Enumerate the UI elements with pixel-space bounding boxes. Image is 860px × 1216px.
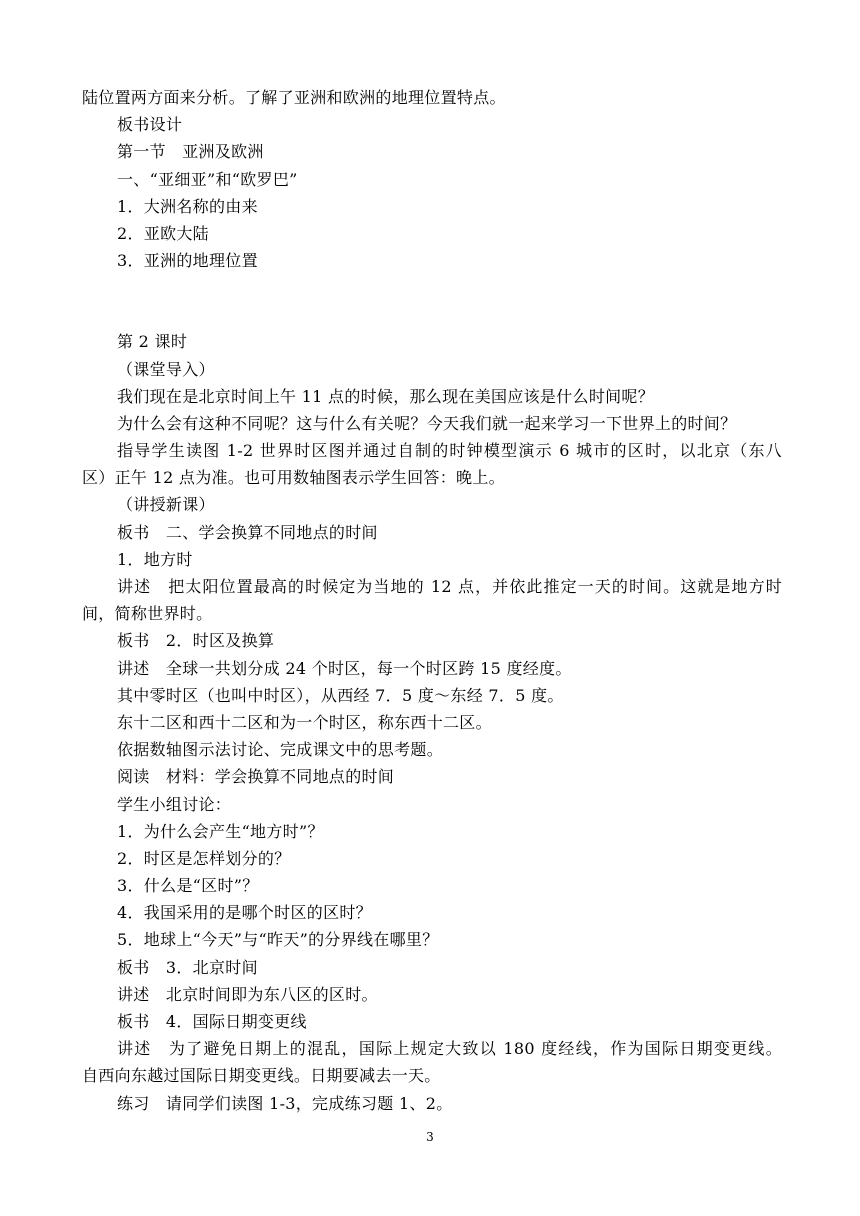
board-item: 板书 2．时区及换算 <box>117 631 275 651</box>
outline-item: 一、“亚细亚”和“欧罗巴” <box>117 169 298 189</box>
paragraph: 东十二区和西十二区和为一个时区，称东西十二区。 <box>117 712 492 732</box>
paragraph-continuation: 区）正午 12 点为准。也可用数轴图表示学生回答：晚上。 <box>82 468 505 488</box>
exercise-item: 练习 请同学们读图 1-3，完成练习题 1、2。 <box>117 1093 453 1113</box>
paragraph: 讲述 全球一共划分成 24 个时区，每一个时区跨 15 度经度。 <box>117 658 572 678</box>
lesson-stage: （课堂导入） <box>117 359 215 379</box>
paragraph: 讲述 把太阳位置最高的时候定为当地的 12 点，并依此推定一天的时间。这就是地方时 <box>117 577 782 596</box>
paragraph: 依据数轴图示法讨论、完成课文中的思考题。 <box>117 740 444 760</box>
paragraph: 讲述 北京时间即为东八区的区时。 <box>117 984 378 1004</box>
discussion-question: 2．时区是怎样划分的？ <box>117 848 291 868</box>
outline-item: 1．地方时 <box>117 549 193 569</box>
document-page <box>82 84 782 1117</box>
paragraph-continuation: 自西向东越过国际日期变更线。日期要减去一天。 <box>82 1066 441 1086</box>
paragraph: 讲述 为了避免日期上的混乱，国际上规定大致以 180 度经线，作为国际日期变更线。 <box>117 1039 782 1059</box>
outline-item: 1．大洲名称的由来 <box>117 196 258 216</box>
board-item: 板书 4．国际日期变更线 <box>117 1012 307 1031</box>
board-item: 板书 3．北京时间 <box>117 957 258 977</box>
reading-item: 阅读 材料：学会换算不同地点的时间 <box>117 767 395 787</box>
paragraph: 我们现在是北京时间上午 11 点的时候，那么现在美国应该是什么时间呢？ <box>117 386 655 406</box>
board-item: 板书 二、学会换算不同地点的时间 <box>117 522 378 542</box>
lesson-heading: 第 2 课时 <box>117 332 188 352</box>
paragraph: 其中零时区（也叫中时区），从西经 7．5 度～东经 7．5 度。 <box>117 685 564 705</box>
paragraph-continuation: 陆位置两方面来分析。了解了亚洲和欧洲的地理位置特点。 <box>82 88 506 107</box>
paragraph: 学生小组讨论： <box>117 794 232 814</box>
paragraph-continuation: 间，简称世界时。 <box>82 604 213 624</box>
paragraph: 为什么会有这种不同呢？这与什么有关呢？今天我们就一起来学习一下世界上的时间？ <box>117 413 737 433</box>
outline-item: 2．亚欧大陆 <box>117 223 209 243</box>
blank-gap <box>82 274 782 328</box>
outline-item: 3．亚洲的地理位置 <box>117 251 258 271</box>
discussion-question: 3．什么是“区时”？ <box>117 876 259 896</box>
discussion-question: 5．地球上“今天”与“昨天”的分界线在哪里？ <box>117 930 439 950</box>
section-title: 第一节 亚洲及欧洲 <box>117 142 264 162</box>
heading-board-design: 板书设计 <box>117 115 183 135</box>
page-number: 3 <box>426 1130 434 1144</box>
discussion-question: 4．我国采用的是哪个时区的区时？ <box>117 903 372 923</box>
discussion-question: 1．为什么会产生“地方时”？ <box>117 821 324 841</box>
paragraph: 指导学生读图 1-2 世界时区图并通过自制的时钟模型演示 6 城市的区时，以北京（东八 <box>117 441 782 461</box>
lesson-stage: （讲授新课） <box>117 495 215 515</box>
